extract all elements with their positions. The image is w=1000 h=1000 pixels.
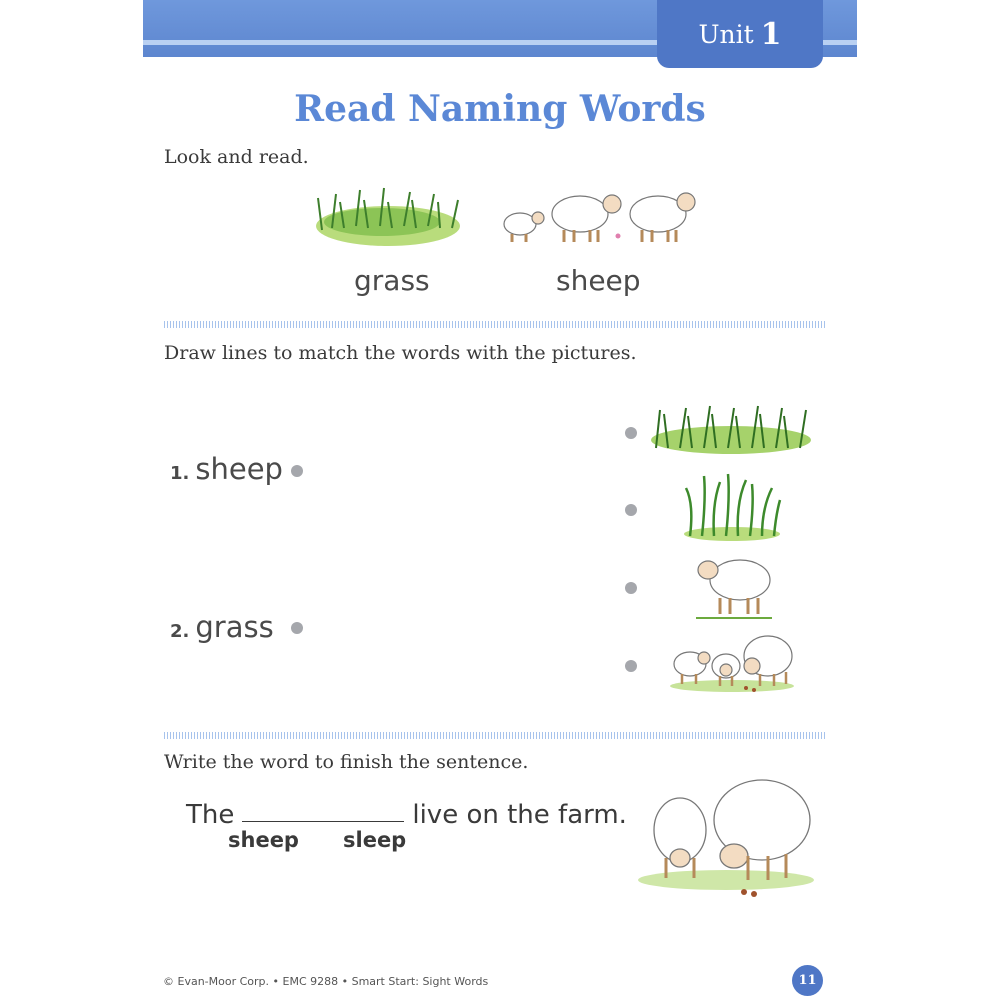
match-word-text: grass [195, 610, 274, 644]
grass-row-icon [650, 402, 812, 458]
footer-credit: © Evan-Moor Corp. • EMC 9288 • Smart Start: Sight Words [163, 975, 489, 988]
grass-icon [312, 182, 464, 250]
match-dot-left-1[interactable] [291, 465, 303, 477]
match-word-1 [170, 452, 283, 486]
page-number: 11 [792, 965, 823, 996]
sentence-end: live on the farm. [412, 800, 627, 830]
sheep-icon [498, 184, 698, 248]
grazing-sheep-icon [636, 770, 816, 900]
page-title: Read Naming Words [294, 88, 706, 130]
fill-in-sentence [186, 800, 627, 830]
answer-blank[interactable] [242, 800, 404, 822]
unit-number: 1 [760, 16, 782, 52]
word-grass: grass [354, 264, 430, 297]
word-sheep: sheep [556, 264, 641, 297]
unit-label: Unit [698, 19, 754, 49]
look-and-read-instruction: Look and read. [164, 146, 309, 168]
match-dot-right-2[interactable] [625, 504, 637, 516]
choice-sleep: sleep [343, 828, 407, 852]
match-word-2 [170, 610, 274, 644]
sentence-start: The [186, 800, 235, 830]
match-instruction: Draw lines to match the words with the pictures. [164, 342, 637, 364]
match-dot-right-1[interactable] [625, 427, 637, 439]
match-word-text: sheep [195, 452, 283, 486]
unit-tab [657, 0, 823, 68]
match-dot-left-2[interactable] [291, 622, 303, 634]
write-instruction: Write the word to finish the sentence. [164, 751, 529, 773]
sheep-group-icon [668, 630, 796, 694]
choice-sheep: sheep [228, 828, 299, 852]
single-sheep-icon [692, 548, 776, 622]
section-divider [164, 732, 826, 739]
match-number: 2. [170, 621, 190, 642]
grass-clump-icon [682, 474, 782, 542]
match-dot-right-4[interactable] [625, 660, 637, 672]
match-number: 1. [170, 463, 190, 484]
section-divider [164, 321, 826, 328]
match-dot-right-3[interactable] [625, 582, 637, 594]
